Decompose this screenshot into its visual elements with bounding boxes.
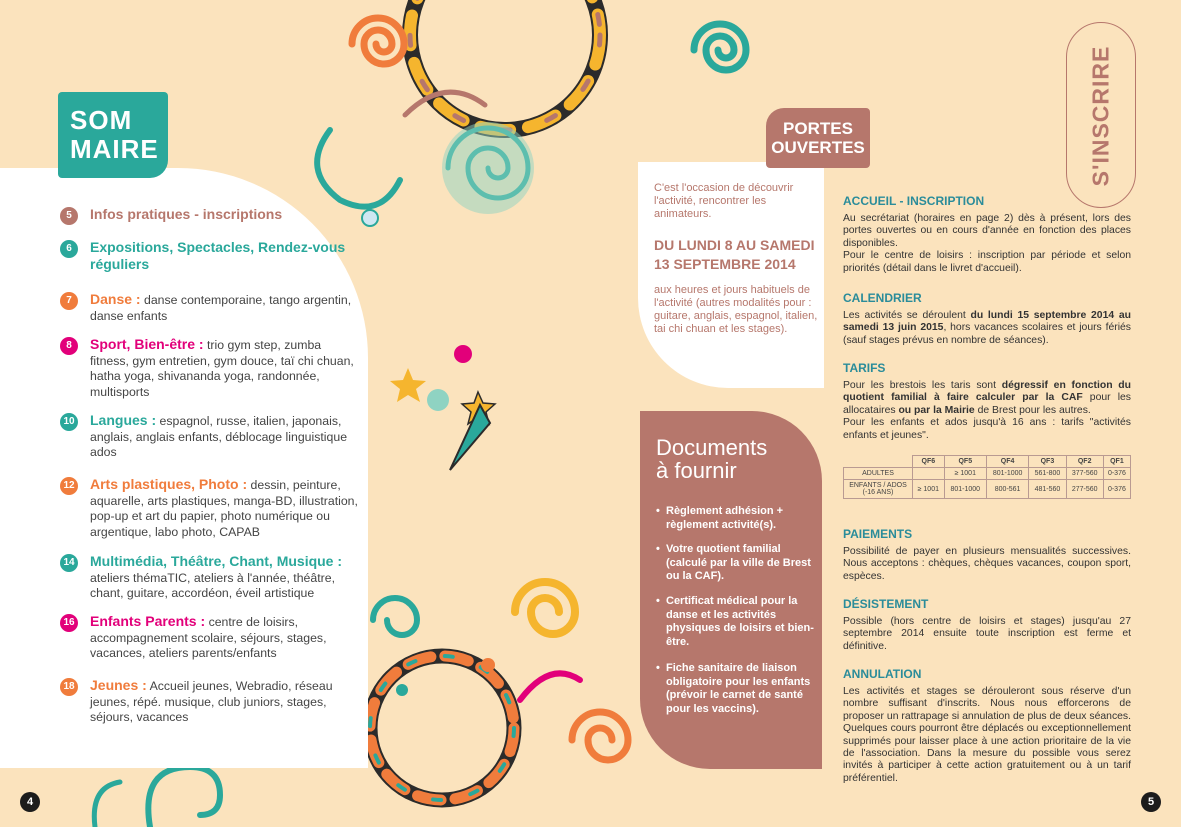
- document-item: • Règlement adhésion + règlement activité(s).: [656, 505, 816, 532]
- table-row: [844, 480, 1131, 499]
- tarifs-text-e: de Brest pour les autres.: [974, 404, 1091, 416]
- tarifs-text-b: dégressif en fonction du quotient familial à faire calculer par la CAF: [843, 380, 1131, 404]
- page-number-right: 5: [1141, 792, 1161, 812]
- toc-page-number: 14: [60, 554, 78, 572]
- calendrier-text-a: Les activités se déroulent: [843, 310, 971, 321]
- table-cell: 800-561: [986, 480, 1028, 499]
- portes-ouvertes-title-line1: PORTES: [783, 119, 853, 138]
- toc-entry: [90, 477, 360, 540]
- portes-ouvertes-details: aux heures et jours habituels de l'activité (autres modalités pour : guitare, anglais, espagnol, italien, tai chi chuan et les stages).: [654, 284, 818, 335]
- toc-heading: Sport, Bien-être :: [90, 336, 204, 352]
- accueil-paragraph-1: Au secrétariat (horaires en page 2) dès à présent, lors des portes ouvertes ou en cours d'année en fonction des places disponibles.: [843, 213, 1131, 249]
- toc-item: [60, 413, 360, 461]
- toc-entry: [90, 337, 360, 400]
- table-cell: ADULTES: [844, 468, 913, 480]
- portes-ouvertes-title-line2: OUVERTES: [771, 138, 865, 157]
- table-cell: 0-376: [1103, 468, 1130, 480]
- portes-ouvertes-intro: C'est l'occasion de découvrir l'activité, rencontrer les animateurs.: [654, 182, 794, 220]
- document-item: • Certificat médical pour la danse et les activités physiques de loisirs et bien-être.: [656, 595, 816, 649]
- toc-heading: Expositions, Spectacles, Rendez-vous réguliers: [90, 239, 346, 272]
- documents-heading: [656, 436, 767, 482]
- toc-description: trio gym step, zumba fitness, gym entretien, gym douce, taï chi chuan, hatha yoga, shivananda yoga, randonnée, multisports: [90, 338, 354, 399]
- accueil-text: [843, 213, 1131, 275]
- calendrier-text-c: , hors vacances scolaires et jours fériés (sauf stages prévus en nombre de séances).: [843, 322, 1131, 346]
- table-header-row: [844, 456, 1131, 468]
- tarifs-table: [843, 455, 1131, 499]
- toc-item: [60, 240, 360, 273]
- paiements-title: PAIEMENTS: [843, 527, 913, 541]
- toc-page-number: 12: [60, 477, 78, 495]
- table-cell: 481-560: [1029, 480, 1066, 499]
- toc-heading: Danse :: [90, 291, 141, 307]
- toc-entry: [90, 678, 360, 726]
- annulation-text: Les activités et stages se dérouleront sous réserve d'un nombre suffisant d'inscrits. Nous nous efforcerons de proposer un rattrapage si annulation de plus de deux séances. Quelques cours pourront être déplacés ou exceptionnellement supprimés pour laisser place à une action prioritaire de la vie de l'association. Dans la mesure du possible vous serez invités à participer à cette action gratuitement ou à un tarif préférentiel.: [843, 686, 1131, 784]
- toc-item: [60, 207, 360, 224]
- accueil-paragraph-2: Pour le centre de loisirs : inscription par période et selon priorités (détail dans le livret d'accueil).: [843, 250, 1131, 274]
- table-header-cell: QF5: [944, 456, 986, 468]
- toc-page-number: 5: [60, 207, 78, 225]
- toc-page-number: 18: [60, 678, 78, 696]
- tarifs-text: [843, 380, 1131, 442]
- page-number-left: 4: [20, 792, 40, 812]
- toc-heading: Multimédia, Théâtre, Chant, Musique :: [90, 553, 343, 569]
- table-cell: 277-560: [1066, 480, 1103, 499]
- desistement-title: DÉSISTEMENT: [843, 597, 929, 611]
- table-header-cell: QF3: [1029, 456, 1066, 468]
- table-header-cell: QF6: [913, 456, 945, 468]
- accueil-title: ACCUEIL - INSCRIPTION: [843, 194, 985, 208]
- toc-entry: [90, 240, 360, 273]
- table-header-cell: QF4: [986, 456, 1028, 468]
- table-cell: ≥ 1001: [913, 480, 945, 499]
- toc-heading: Arts plastiques, Photo :: [90, 476, 248, 492]
- table-header-cell: [844, 456, 913, 468]
- toc-heading: Enfants Parents :: [90, 613, 206, 629]
- toc-description: centre de loisirs, accompagnement scolaire, séjours, stages, vacances, ateliers parents/enfants: [90, 615, 327, 660]
- toc-item: [60, 292, 360, 324]
- toc-item: [60, 614, 360, 662]
- toc-item: [60, 554, 360, 602]
- toc-entry: [90, 413, 360, 461]
- document-item: • Votre quotient familial (calculé par la ville de Brest ou la CAF).: [656, 543, 816, 584]
- paiements-text: Possibilité de payer en plusieurs mensualités successives. Nous acceptons : chèques, chèques vacances, coupon sport, espèces.: [843, 546, 1131, 582]
- toc-entry: [90, 614, 360, 662]
- toc-description: ateliers thémaTIC, ateliers à l'année, théâtre, chant, guitare, accordéon, éveil artistique: [90, 570, 335, 600]
- toc-heading: Langues :: [90, 412, 157, 428]
- sinscrire-label: S'INSCRIRE: [1087, 45, 1114, 187]
- toc-description: Accueil jeunes, Webradio, réseau jeunes, répé. musique, club juniors, stages, séjours, vacances: [90, 679, 333, 724]
- sommaire-title-line2: MAIRE: [70, 134, 159, 164]
- toc-page-number: 6: [60, 240, 78, 258]
- calendrier-title: CALENDRIER: [843, 291, 922, 305]
- table-cell: 801-1000: [944, 480, 986, 499]
- tarifs-text-a: Pour les brestois les taris sont: [843, 380, 1002, 391]
- toc-item: [60, 337, 360, 400]
- toc-item: [60, 477, 360, 540]
- table-cell: 561-800: [1029, 468, 1066, 480]
- toc-heading: Jeunes :: [90, 677, 147, 693]
- toc-item: [60, 678, 360, 726]
- documents-title-line1: Documents: [656, 435, 768, 460]
- toc-page-number: 10: [60, 413, 78, 431]
- sommaire-heading: [58, 92, 168, 178]
- document-item: • Fiche sanitaire de liaison obligatoire pour les enfants (prévoir le carnet de santé pour les vaccins).: [656, 662, 816, 716]
- tarifs-title: TARIFS: [843, 361, 886, 375]
- toc-description: espagnol, russe, italien, japonais, anglais, anglais enfants, déblocage linguistique ados: [90, 414, 348, 459]
- toc-entry: [90, 292, 360, 324]
- toc-heading: Infos pratiques - inscriptions: [90, 206, 283, 222]
- toc-entry: [90, 207, 360, 224]
- toc-page-number: 7: [60, 292, 78, 310]
- tarifs-paragraph-2: Pour les enfants et ados jusqu'à 16 ans : tarifs "activités enfants et jeunes".: [843, 417, 1131, 441]
- table-header-cell: QF1: [1103, 456, 1130, 468]
- table-cell: 377-560: [1066, 468, 1103, 480]
- table-cell: 0-376: [1103, 480, 1130, 499]
- toc-description: danse contemporaine, tango argentin, danse enfants: [90, 293, 352, 323]
- table-cell: ENFANTS / ADOS (-16 ANS): [844, 480, 913, 499]
- sommaire-title-line1: SOM: [70, 105, 133, 135]
- annulation-title: ANNULATION: [843, 667, 922, 681]
- table-cell: [913, 468, 945, 480]
- toc-description: dessin, peinture, aquarelle, arts plastiques, manga-BD, illustration, pop-up et art du papier, photo numérique ou argentique, labo photo, CAPAB: [90, 478, 358, 539]
- documents-title-line2: à fournir: [656, 458, 737, 483]
- toc-page-number: 8: [60, 337, 78, 355]
- toc-page-number: 16: [60, 614, 78, 632]
- table-cell: 801-1000: [986, 468, 1028, 480]
- table-row: [844, 468, 1131, 480]
- tarifs-text-c: pour les allocataires: [843, 392, 1131, 416]
- table-header-cell: QF2: [1066, 456, 1103, 468]
- calendrier-text: [843, 310, 1131, 347]
- portes-ouvertes-dates: DU LUNDI 8 AU SAMEDI 13 SEPTEMBRE 2014: [654, 237, 815, 272]
- desistement-text: Possible (hors centre de loisirs et stages) jusqu'au 27 septembre 2014 ensuite toute inscription est ferme et définitive.: [843, 616, 1131, 652]
- portes-ouvertes-heading: [766, 108, 870, 168]
- calendrier-dates: du lundi 15 septembre 2014 au samedi 13 juin 2015: [843, 310, 1131, 334]
- toc-entry: [90, 554, 360, 602]
- tarifs-text-d: ou par la Mairie: [898, 404, 975, 416]
- table-cell: ≥ 1001: [944, 468, 986, 480]
